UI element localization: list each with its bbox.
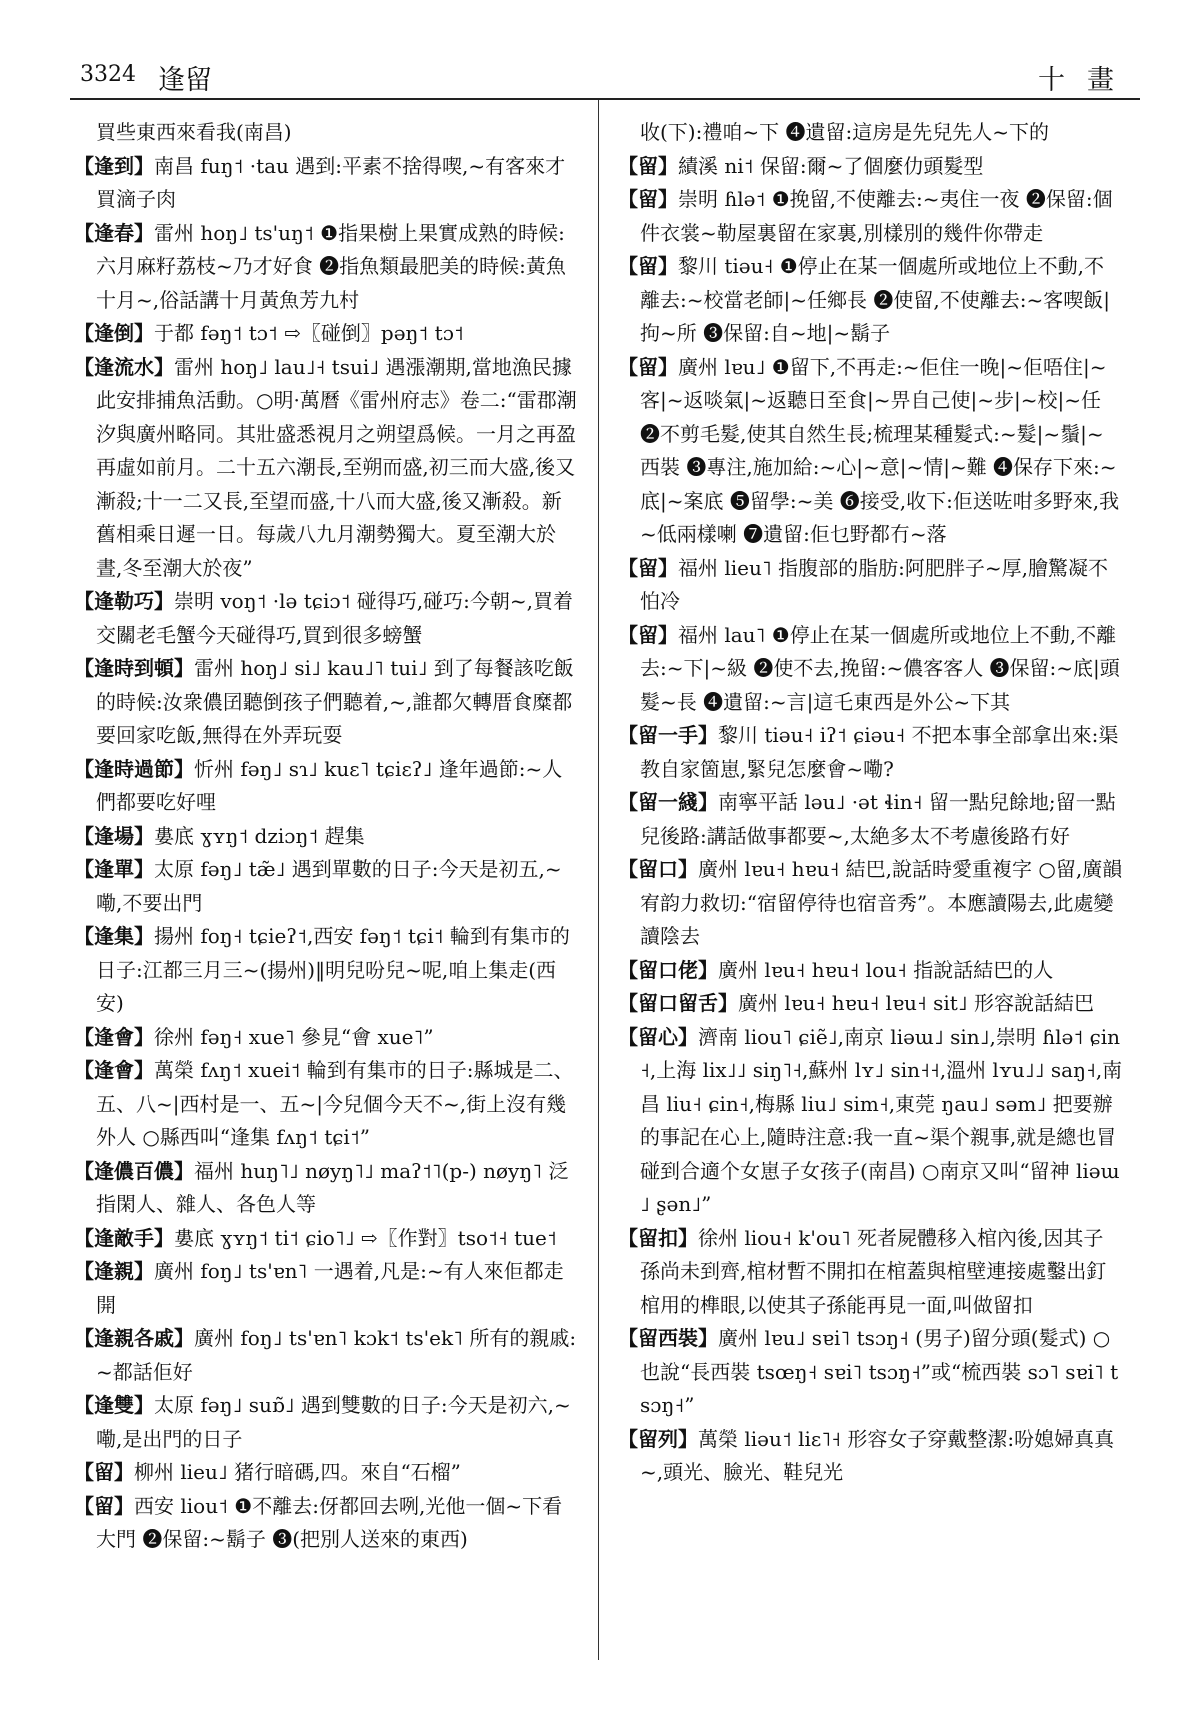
dictionary-entry [74,1389,579,1456]
entry-text: 太原 fəŋ˩ suɒ̃˩ 遇到雙數的日子:今天是初六,~嘞,是出門的日子 [96,1393,571,1451]
entry-text: 南昌 fuŋ˦ ·tau 遇到:平素不捨得喫,~有客來才買滴子肉 [96,153,566,211]
entry-headword: 【留】 [618,622,678,647]
entry-headword: 【逢倒】 [74,321,154,345]
dictionary-entry [74,652,579,753]
dictionary-entry [618,1222,1123,1323]
dictionary-entry [618,183,1123,250]
entry-text: 收(下):禮咱~下 ❹遺留:這房是先兒先人~下的 [640,120,1049,144]
entry-headword: 【留口佬】 [618,957,718,982]
entry-headword: 【留】 [74,1460,134,1484]
entry-text: 揚州 foŋ˧ tɕieʔ˦,西安 fəŋ˦ tɕi˦ 輪到有集市的日子:江都三月三~(揚州)‖明兒吩兒~呢,咱上集走(西安) [96,924,570,1015]
dictionary-entry [618,786,1123,853]
entry-text: 濟南 liou˥ ɕiẽ˩,南京 liəɯ˩ sin˩,崇明 ɦlə˦ ɕin˧,上海 lix˩˩ siŋ˥˧,蘇州 lʏ˩ sin˧˧,溫州 lʏu˩˩ saŋ˧,南昌 liu˧ ɕin˧,梅縣 liu˩ sim˧,東莞 ŋau˩ səm˩ 把要辦的事記在心上,隨時注意:我一直~渠个親事,就是總也冒碰到合適个女崽子女孩子(南昌) ○南京又叫“留神 liəɯ˩ ʂən˩” [640,1024,1123,1216]
dictionary-entry [618,552,1123,619]
entry-headword: 【逢春】 [74,220,154,245]
entry-headword: 【逢會】 [74,1058,154,1082]
entry-text: 福州 lieu˥ 指腹部的脂肪:阿肥胖子~厚,膾驚凝不怕冷 [640,555,1108,613]
entry-headword: 【逢雙】 [74,1393,154,1417]
entry-text: 西安 liou˦ ❶不離去:伢都回去咧,光他一個~下看大門 ❷保留:~鬍子 ❸(把別人送來的東西) [96,1493,563,1551]
dictionary-entry [618,1423,1123,1490]
dictionary-entry [74,351,579,586]
dictionary-entry [618,954,1123,988]
entry-text: 太原 fəŋ˩ tæ̃˩ 遇到單數的日子:今天是初五,~嘞,不要出門 [96,857,562,915]
entry-text: 雷州 hoŋ˩ si˩ kau˩˥ tui˩ 到了每餐該吃飯的時候:汝衆儂囝聽倒孩子們聽着,~,誰都欠轉厝食糜都要回家吃飯,無得在外弄玩耍 [96,656,574,747]
dictionary-entry [74,317,579,351]
entry-headword: 【留】 [74,1493,134,1518]
entry-text: 績溪 ni˦ 保留:爾~了個麼仂頭髮型 [678,153,984,178]
entry-text: 崇明 voŋ˦ ·lə tɕiɔ˦ 碰得巧,碰巧:今朝~,買着交關老毛蟹今天碰得巧,買到很多螃蟹 [96,589,574,647]
entry-text: 萬榮 fʌŋ˦ xuei˦ 輪到有集市的日子:縣城是二、五、八~|西村是一、五~|今兒個今天不~,街上沒有幾外人 ○縣西叫“逢集 fʌŋ˦ tɕi˦” [96,1058,574,1149]
dictionary-entry [618,1021,1123,1222]
entry-headword: 【逢集】 [74,924,154,948]
dictionary-entry [74,1222,579,1256]
entry-text: 雷州 hoŋ˩ ts'uŋ˦ ❶指果樹上果實成熟的時候:六月麻籽荔枝~乃才好食 ❷指魚類最肥美的時候:黃魚十月~,俗話講十月黃魚芳九村 [96,220,566,312]
right-column [618,116,1123,1490]
entry-text: 黎川 tiəu˧ iʔ˦ ɕiəu˧ 不把本事全部拿出來:渠教自家箇崽,緊兒怎麼會~嘞? [640,723,1119,781]
entry-text: 南寧平話 ləu˩ ·ət ɬin˧ 留一點兒餘地;留一點兒後路:講話做事都要~,太絶多太不考慮後路冇好 [640,790,1116,848]
column-divider [598,100,599,1660]
entry-headword: 【留心】 [618,1024,698,1049]
entry-text: 廣州 lɐu˧ hɐu˧ lou˧ 指說話結巴的人 [718,957,1054,982]
entry-text: 買些東西來看我(南昌) [96,120,292,144]
dictionary-entry [74,1322,579,1389]
dictionary-entry [74,217,579,318]
entry-headword: 【逢儂百儂】 [74,1158,194,1183]
entry-text: 崇明 ɦlə˦ ❶挽留,不使離去:~夷住一夜 ❷保留:個件衣裳~勒屋裏留在家裏,別樣別的幾件你帶走 [640,187,1113,245]
entry-headword: 【留】 [618,555,678,580]
entry-text: 福州 lau˥ ❶停止在某一個處所或地位上不動,不離去:~下|~級 ❷使不去,挽留:~儂客客人 ❸保留:~底|頭髮~長 ❹遺留:~言|這乇東西是外公~下其 [640,622,1120,714]
entry-headword: 【逢到】 [74,153,154,178]
dictionary-entry [618,150,1123,184]
entry-headword: 【逢時到頓】 [74,656,194,680]
entry-headword: 【逢單】 [74,857,154,881]
entry-headword: 【留一綫】 [618,790,718,814]
dictionary-entry [74,1054,579,1155]
entry-headword: 【逢親】 [74,1259,154,1283]
entry-text: 徐州 liou˧ k'ou˥ 死者屍體移入棺內後,因其子孫尚未到齊,棺材暫不開扣在棺蓋與棺壁連接處鑿出釘棺用的榫眼,以使其子孫能再見一面,叫做留扣 [640,1225,1107,1317]
dictionary-entry [618,250,1123,351]
entry-text: 黎川 tiəu˧ ❶停止在某一個處所或地位上不動,不離去:~校當老師|~任鄉長 ❷使留,不使離去:~客喫飯|拘~所 ❸保留:自~地|~鬍子 [640,254,1110,345]
entry-headword: 【留】 [618,187,678,211]
entry-text: 婁底 ɣʏŋ˦ dziɔŋ˦ 趕集 [154,823,365,848]
entry-headword: 【留西裝】 [618,1326,718,1350]
dictionary-entry [74,920,579,1021]
entry-text: 雷州 hoŋ˩ lau˩˧ tsui˩ 遇漲潮期,當地漁民據此安排捕魚活動。○明·萬曆《雷州府志》卷二:“雷郡潮汐與廣州略同。其壯盛悉視月之朔望爲候。一月之再盈再虛如前月。二十五六潮長,至朔而盛,初三而大盛,後又漸殺;十一二又長,至望而盛,十八而大盛,後又漸殺。新舊相乘日遲一日。每歲八九月潮勢獨大。夏至潮大於晝,冬至潮大於夜” [96,354,577,580]
dictionary-entry [74,753,579,820]
left-column [74,116,579,1557]
entry-text: 婁底 ɣʏŋ˦ ti˦ ɕio˥˩ ⇨〖作對〗tso˦˧ tue˦ [174,1225,557,1250]
dictionary-entry [74,585,579,652]
dictionary-entry [74,853,579,920]
entry-text: 廣州 foŋ˩ ts'ɐn˥ 一遇着,凡是:~有人來佢都走開 [96,1259,564,1317]
dictionary-entry [618,719,1123,786]
entry-headword: 【逢會】 [74,1024,154,1049]
dictionary-entry [74,1456,579,1490]
dictionary-entry [618,987,1123,1021]
dictionary-entry [74,150,579,217]
dictionary-entry [74,1021,579,1055]
entry-headword: 【逢流水】 [74,354,174,379]
entry-text: 柳州 lieu˩ 猪行暗碼,四。來自“石榴” [134,1460,461,1484]
page-number: 3324 [80,62,136,87]
entry-headword: 【逢勒巧】 [74,589,174,613]
entry-text: 于都 fəŋ˦ tɔ˦ ⇨〖碰倒〗pəŋ˦ tɔ˦ [154,321,464,345]
entry-headword: 【留】 [618,354,678,379]
entry-headword: 【逢場】 [74,823,154,848]
header-characters: 逢留 [158,65,212,96]
entry-headword: 【留扣】 [618,1225,698,1250]
dictionary-entry [618,1322,1123,1423]
dictionary-entry [618,619,1123,720]
dictionary-entry [618,351,1123,552]
dictionary-entry [618,116,1123,150]
entry-headword: 【逢敵手】 [74,1225,174,1250]
entry-headword: 【留】 [618,254,678,278]
entry-text: 廣州 lɐu˧ hɐu˧ 結巴,說話時愛重複字 ○留,廣韻宥韵力救切:“宿留停待也宿音秀”。本應讀陽去,此處變讀陰去 [640,857,1123,948]
dictionary-entry [74,116,579,150]
section-title: 十畫 [1038,65,1136,96]
entry-headword: 【留】 [618,153,678,178]
entry-headword: 【逢時過節】 [74,756,194,781]
dictionary-entry [74,820,579,854]
entry-headword: 【留列】 [618,1426,698,1451]
entry-text: 廣州 lɐu˩ ❶留下,不再走:~佢住一晚|~佢唔住|~客|~返啖氣|~返聽日至食|~畀自己使|~步|~校|~任 ❷不剪毛髮,使其自然生長;梳理某種髮式:~髮|~鬚|~西裝 ❸專注,施加給:~心|~意|~情|~難 ❹保存下來:~底|~案底 ❺留學:~美 ❻接受,收下:佢送咗咁多野來,我~低兩樣喇 ❼遺留:佢乜野都冇~落 [640,354,1120,546]
entry-text: 福州 huŋ˥˩ nøyŋ˥˩ maʔ˦˥(p-) nøyŋ˥ 泛指閑人、雜人、各色人等 [96,1158,569,1216]
entry-headword: 【留口留舌】 [618,991,738,1015]
entry-text: 徐州 fəŋ˧ xue˥ 參見“會 xue˥” [154,1024,434,1049]
entry-headword: 【留一手】 [618,723,718,747]
entry-text: 廣州 lɐu˩ sɐi˥ tsɔŋ˧ (男子)留分頭(髮式) ○也說“長西裝 tsœŋ˧ sɐi˥ tsɔŋ˧”或“梳西裝 sɔ˥ sɐi˥ tsɔŋ˧” [640,1326,1119,1417]
entry-text: 忻州 fəŋ˩ sɿ˩ kuɛ˥ tɕiɛʔ˩ 逢年過節:~人們都要吃好哩 [96,756,563,814]
dictionary-entry [618,853,1123,954]
entry-headword: 【留口】 [618,857,698,881]
entry-text: 廣州 foŋ˩ ts'ɐn˥ kɔk˦ ts'ek˥ 所有的親戚:~都話佢好 [96,1326,577,1384]
entry-text: 廣州 lɐu˧ hɐu˧ lɐu˧ sit˩ 形容說話結巴 [738,991,1095,1015]
dictionary-entry [74,1255,579,1322]
entry-text: 萬榮 liəu˦ liɛ˥˧ 形容女子穿戴整潔:吩媳婦真真~,頭光、臉光、鞋兒光 [640,1426,1115,1484]
dictionary-entry [74,1155,579,1222]
dictionary-entry [74,1490,579,1557]
entry-headword: 【逢親各戚】 [74,1326,194,1350]
page-header [70,52,1140,100]
